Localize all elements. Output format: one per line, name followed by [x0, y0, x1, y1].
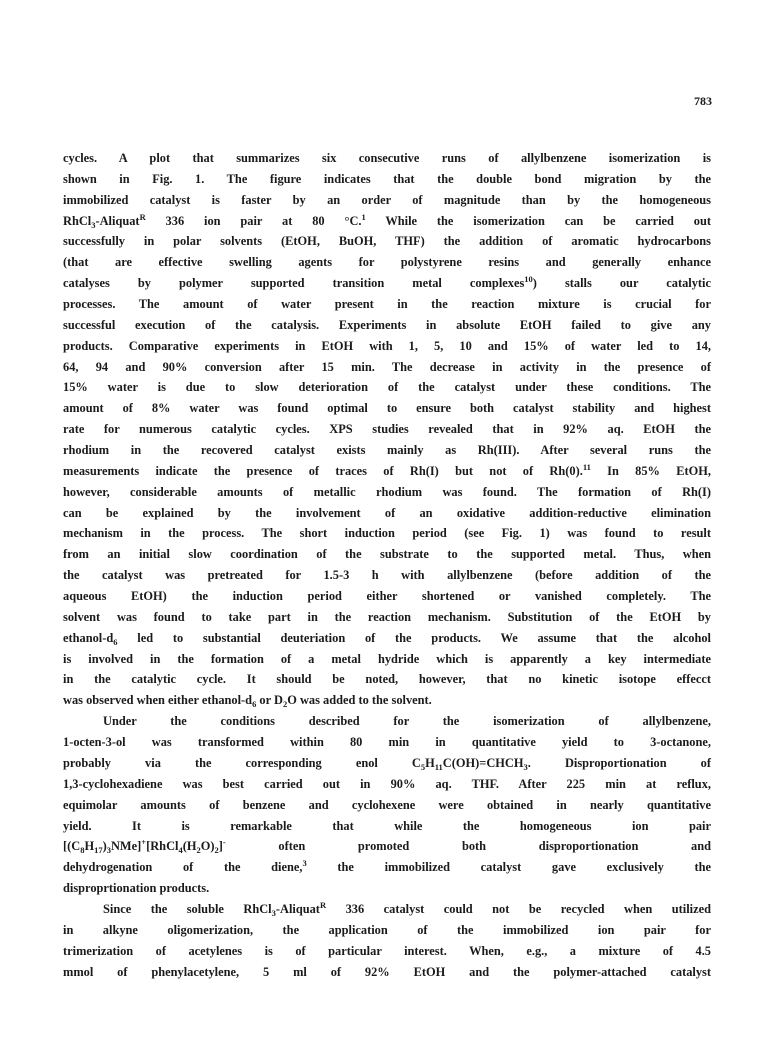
- text-line: catalyses by polymer supported transition metal complexes$^{10}$) stalls our catalytic: [63, 274, 711, 291]
- text-line: in the catalytic cycle. It should be noted, however, that no kinetic isotope effecct: [63, 672, 711, 687]
- text-line: is involved in the formation of a metal hydride which is apparently a key intermediate: [63, 651, 711, 666]
- text-line: rhodium in the recovered catalyst exists mainly as Rh(III). After several runs the: [63, 443, 711, 458]
- text-line: successful execution of the catalysis. Experiments in absolute EtOH failed to give any: [63, 317, 711, 332]
- text-line: the catalyst was pretreated for 1.5-3 h with allylbenzene (before addition of the: [63, 568, 711, 583]
- text-line: 15% water is due to slow deterioration of the catalyst under these conditions. The: [63, 380, 711, 395]
- text-line: successfully in polar solvents (EtOH, BuOH, THF) the addition of aromatic hydrocarbons: [63, 234, 711, 249]
- text-line: 64, 94 and 90% conversion after 15 min. The decrease in activity in the presence of: [63, 359, 711, 374]
- text-line: shown in Fig. 1. The figure indicates that the double bond migration by the: [63, 171, 711, 186]
- text-line: mmol of phenylacetylene, 5 ml of 92% EtOH and the polymer-attached catalyst: [63, 964, 711, 979]
- text-line: Under the conditions described for the isomerization of allylbenzene,: [103, 714, 711, 729]
- text-line: products. Comparative experiments in EtOH with 1, 5, 10 and 15% of water led to 14,: [63, 338, 711, 353]
- text-line: aqueous EtOH) the induction period either shortened or vanished completely. The: [63, 589, 711, 604]
- text-line: mechanism in the process. The short induction period (see Fig. 1) was found to result: [63, 526, 711, 541]
- text-line: equimolar amounts of benzene and cyclohexene were obtained in nearly quantitative: [63, 797, 711, 812]
- text-line: cycles. A plot that summarizes six consecutive runs of allylbenzene isomerization is: [63, 151, 711, 165]
- text-line: probably via the corresponding enol $C_5H_{11}C(OH)=CHCH_3$. Disproportionation of: [63, 755, 712, 772]
- text-line: 1,3-cyclohexadiene was best carried out in 90% aq. THF. After 225 min at reflux,: [63, 776, 711, 791]
- text-line: rate for numerous catalytic cycles. XPS studies revealed that in 92% aq. EtOH the: [63, 422, 711, 437]
- text-line: measurements indicate the presence of traces of Rh(I) but not of Rh(0).$^{11}$ In 85% EtOH,: [63, 461, 711, 478]
- text-line: amount of 8% water was found optimal to ensure both catalyst stability and highest: [63, 401, 711, 416]
- text-line: solvent was found to take part in the reaction mechanism. Substitution of the EtOH by: [63, 609, 711, 624]
- text-line: Since the soluble RhCl$_3$-Aliquat$^R$ 336 catalyst could not be recycled when utilized: [103, 899, 711, 918]
- text-line: ethanol-$d_6$ led to substantial deuteriation of the products. We assume that the alcohol: [63, 630, 711, 647]
- text-line: 1-octen-3-ol was transformed within 80 min in quantitative yield to 3-octanone,: [63, 735, 711, 750]
- text-line: (that are effective swelling agents for polystyrene resins and generally enhance: [63, 255, 711, 270]
- text-line: processes. The amount of water present in the reaction mixture is crucial for: [63, 297, 711, 312]
- text-line: however, considerable amounts of metallic rhodium was found. The formation of Rh(I): [63, 484, 711, 499]
- page-number: 783: [694, 94, 712, 108]
- text-line: trimerization of acetylenes is of particular interest. When, e.g., a mixture of 4.5: [63, 943, 711, 958]
- text-line: immobilized catalyst is faster by an order of magnitude than by the homogeneous: [63, 192, 711, 207]
- text-line: yield. It is remarkable that while the homogeneous ion pair: [63, 818, 711, 833]
- text-line: was observed when either ethanol-$d_6$ or $D_2O$ was added to the solvent.: [63, 693, 432, 710]
- text-line: RhCl$_3$-Aliquat$^R$ 336 ion pair at 80 °C.$^1$ While the isomerization can be carried out: [63, 211, 712, 230]
- text-line: in alkyne oligomerization, the application of the immobilized ion pair for: [63, 922, 711, 937]
- text-line: disproprtionation products.: [63, 881, 210, 896]
- text-line: from an initial slow coordination of the substrate to the supported metal. Thus, when: [63, 547, 711, 562]
- text-line: dehydrogenation of the diene,$^3$ the immobilized catalyst gave exclusively the: [63, 858, 711, 875]
- text-line: can be explained by the involvement of an oxidative addition-reductive elimination: [63, 505, 711, 520]
- text-line: $[(C_8H_{17})_3NMe]^+[RhCl_4(H_2O)_2]^-$ often promoted both disproportionation and: [63, 837, 711, 856]
- body-text: [63, 148, 711, 982]
